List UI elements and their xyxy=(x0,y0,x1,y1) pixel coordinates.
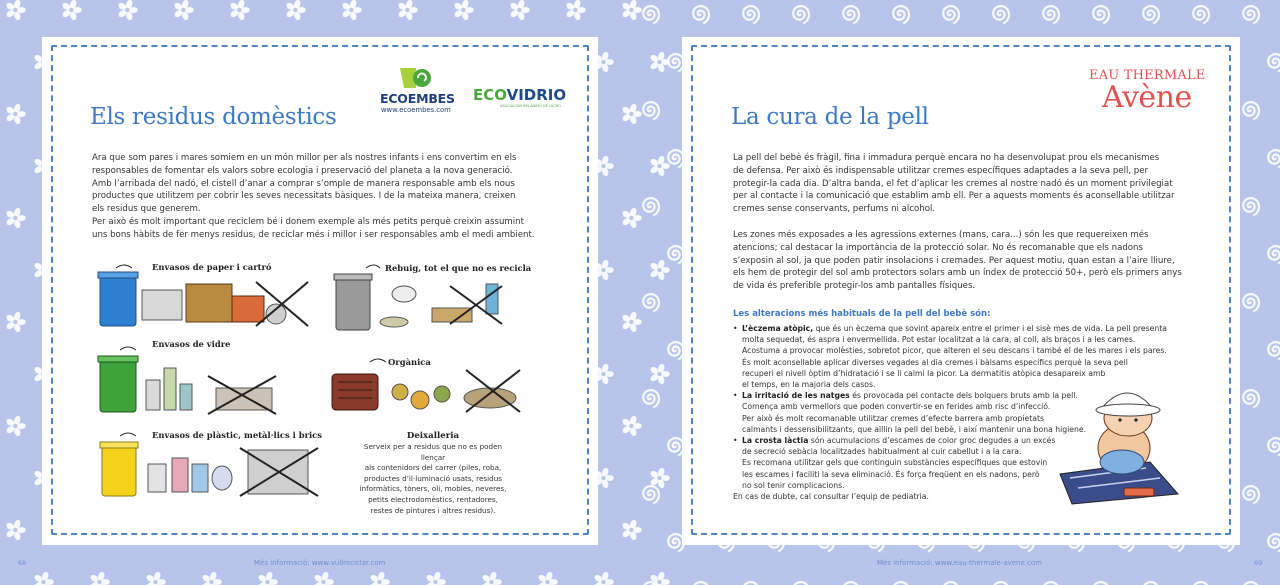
deixalleria-line: petits electrodomèstics, rentadores, xyxy=(368,494,498,504)
alteration-line: calmants i dessensibilitzants, que aïllin la pell del bebè, i així mantenir una bona higiene. xyxy=(742,424,1087,434)
flower-decoration-icon xyxy=(565,0,586,21)
para2-line: els hem de protegir del sol amb protectors solars amb un índex de protecció 50+, però els primers anys xyxy=(733,268,1182,279)
deixalleria-line: als contenidors del carrer (piles, roba, xyxy=(364,463,502,473)
spiral-decoration-icon xyxy=(1268,342,1280,360)
spiral-decoration-icon xyxy=(643,390,659,408)
glass-bin-label: Envasos de vidre xyxy=(152,339,231,349)
spiral-decoration-icon xyxy=(993,6,1009,24)
flower-decoration-icon xyxy=(5,311,26,333)
spiral-decoration-icon xyxy=(1093,6,1109,24)
left-page-title: Els residus domèstics xyxy=(90,104,337,130)
intro-line: Per això és molt important que reciclem bé i donem exemple als més petits perquè creixin assumint xyxy=(92,216,524,227)
para2-line: atencions; cal destacar la importància de la protecció solar. No és recomanable que els nadons xyxy=(733,242,1143,253)
flower-decoration-icon xyxy=(649,51,670,73)
ecoembes-logo-url: www.ecoembes.com xyxy=(381,106,451,114)
flower-decoration-icon xyxy=(649,155,670,177)
plastic-bin-label: Envasos de plàstic, metàl·lics i brics xyxy=(152,430,322,440)
spiral-decoration-icon xyxy=(1268,150,1280,168)
flower-decoration-icon xyxy=(649,259,670,281)
spiral-decoration-icon xyxy=(643,102,659,120)
para2-line: de vida és preferible protegir-los amb pantalles físiques. xyxy=(733,281,976,292)
spiral-decoration-icon xyxy=(1143,6,1159,24)
alteration-line: és provocada pel contacte dels bolquers bruts amb la pell. xyxy=(849,391,1078,401)
alteration-line: són acumulacions d’escames de color groc degudes a un excés xyxy=(808,436,1056,446)
flower-decoration-icon xyxy=(621,0,642,21)
spiral-decoration-icon xyxy=(1243,198,1259,216)
spiral-decoration-icon xyxy=(643,486,659,504)
rebuig-bin-illustration xyxy=(332,264,530,336)
organic-bin-label: Orgànica xyxy=(388,357,431,367)
rebuig-bin-label: Rebuig, tot el que no es recicla xyxy=(385,263,532,273)
spiral-decoration-icon xyxy=(1243,6,1259,24)
paper-bin-label: Envasos de paper i cartró xyxy=(152,262,272,272)
deixalleria-line: productes d’il·luminació usats, residus xyxy=(363,473,503,483)
closing-text: En cas de dubte, cal consultar l’equip de pediatria. xyxy=(733,492,929,502)
flower-decoration-icon xyxy=(89,571,110,585)
alteration-line: les escames i faciliti la seva eliminació. És força freqüent en els nadons, però xyxy=(742,469,1040,479)
flower-decoration-icon xyxy=(61,0,82,21)
right-page-number: 69 xyxy=(1254,559,1263,567)
flower-decoration-icon xyxy=(593,571,614,585)
alteration-line: que és un èczema que sovint apareix entre el primer i el sisè mes de vida. La pell presenta xyxy=(813,324,1167,333)
flower-decoration-icon xyxy=(201,571,222,585)
intro-line: Amb l’arribada del nadó, el cistell d’anar a comprar s’omple de manera responsable amb els nous xyxy=(92,178,515,189)
right-page-title: La cura de la pell xyxy=(731,104,929,130)
flower-decoration-icon xyxy=(5,519,26,541)
spiral-decoration-icon xyxy=(1043,6,1059,24)
flower-decoration-icon xyxy=(33,571,54,585)
alteration-term: La crosta làctia xyxy=(742,436,809,446)
spiral-decoration-icon xyxy=(893,6,909,24)
para2-line: s’exposin al sol, ja que poden patir insolacions i cremades. Per aquest motiu, quan estan a l’aire lliure, xyxy=(733,255,1175,266)
left-footer-link[interactable]: Més informació: www.vullreciclar.com xyxy=(254,559,386,567)
spiral-decoration-icon xyxy=(1268,246,1280,264)
flower-decoration-icon xyxy=(5,207,26,229)
spiral-decoration-icon xyxy=(1268,54,1280,72)
flower-decoration-icon xyxy=(285,0,306,21)
left-intro-text xyxy=(92,152,562,242)
flower-decoration-icon xyxy=(621,519,642,541)
flower-decoration-icon xyxy=(425,571,446,585)
alteration-line: Es recomana utilitzar gels que continguin substàncies específiques que estovin xyxy=(742,458,1048,468)
para1-line: de defensa. Per això és indispensable utilitzar cremes específiques adaptades a la seva pell, per xyxy=(733,165,1149,176)
ecovidrio-logo-rest: VIDRIO xyxy=(506,86,567,104)
spiral-decoration-icon xyxy=(1243,294,1259,312)
spiral-decoration-icon xyxy=(793,6,809,24)
right-footer-link[interactable]: Més informació: www.eau-thermale-avene.com xyxy=(877,559,1042,567)
intro-line: uns bons hàbits de fer menys residus, de reciclar més i millor i ser responsables amb el medi ambient. xyxy=(92,229,535,240)
para1-line: cremes sense conservants, perfums ni alcohol. xyxy=(733,204,936,215)
flower-decoration-icon xyxy=(481,571,502,585)
deixalleria-text xyxy=(352,442,514,516)
spiral-decoration-icon xyxy=(843,6,859,24)
spiral-decoration-icon xyxy=(643,198,659,216)
spiral-decoration-icon xyxy=(1268,438,1280,456)
flower-decoration-icon xyxy=(5,415,26,437)
alteration-line: Per això és molt recomanable utilitzar cremes d’efecte barrera amb propietats xyxy=(742,413,1045,423)
spiral-decoration-icon xyxy=(643,294,659,312)
spiral-decoration-icon xyxy=(1243,102,1259,120)
para1-line: per al contacte i la comunicació que establim amb ell. Per a aquests moments és aconsellable utilitzar xyxy=(733,191,1175,202)
alteration-line: Comença amb vermellors que poden convertir-se en ferides amb risc d’infecció. xyxy=(742,402,1051,412)
flower-decoration-icon xyxy=(173,0,194,21)
spiral-decoration-icon xyxy=(1268,534,1280,552)
intro-line: els residus que generem. xyxy=(92,204,201,215)
para1-line: La pell del bebè és fràgil, fina i immadura perquè encara no ha desenvolupat prou els mecanismes xyxy=(733,153,1160,163)
ecovidrio-logo-eco: ECO xyxy=(473,86,507,104)
spiral-decoration-icon xyxy=(1243,486,1259,504)
flower-decoration-icon xyxy=(649,363,670,385)
spiral-decoration-icon xyxy=(643,6,659,24)
avene-logo-bottom: Avène xyxy=(1102,80,1192,115)
ecoembes-logo-icon xyxy=(396,64,438,92)
right-para-2 xyxy=(733,229,1203,293)
ecovidrio-logo-subtitle: ASOCIACIÓN SIN ÁNIMO DE LUCRO xyxy=(500,104,562,108)
spiral-decoration-icon xyxy=(943,6,959,24)
plastic-bin-illustration xyxy=(98,434,328,500)
alteration-line: Acostuma a provocar molèsties, sobretot picor, que alteren el seu descans i també el de les mares i els pares. xyxy=(742,346,1167,356)
alteration-line: de secreció sebàcia localitzades habitualment al cuir cabellut i a la cara. xyxy=(742,447,1022,457)
alteration-line: no sol tenir complicacions. xyxy=(742,480,845,490)
alteration-term: L’èczema atòpic, xyxy=(742,324,814,333)
baby-illustration xyxy=(1050,376,1182,506)
spiral-decoration-icon xyxy=(743,6,759,24)
flower-decoration-icon xyxy=(509,0,530,21)
flower-decoration-icon xyxy=(621,415,642,437)
left-page-number: 68 xyxy=(18,559,27,567)
intro-line: Ara que som pares i mares somiem en un món millor per als nostres infants i ens convertim en els xyxy=(92,153,517,163)
flower-decoration-icon xyxy=(117,0,138,21)
flower-decoration-icon xyxy=(621,103,642,125)
spiral-decoration-icon xyxy=(1193,6,1209,24)
flower-decoration-icon xyxy=(313,571,334,585)
deixalleria-title: Deixalleria xyxy=(406,431,460,441)
flower-decoration-icon xyxy=(341,0,362,21)
flower-decoration-icon xyxy=(621,207,642,229)
intro-line: responsables de fomentar els valors sobre ecologia i preservació del planeta a la nova generació. xyxy=(92,165,513,176)
flower-decoration-icon xyxy=(5,103,26,125)
right-para-1 xyxy=(733,152,1203,216)
flower-decoration-icon xyxy=(397,0,418,21)
spiral-decoration-icon xyxy=(1243,390,1259,408)
flower-decoration-icon xyxy=(229,0,250,21)
flower-decoration-icon xyxy=(5,0,26,21)
flower-decoration-icon xyxy=(145,571,166,585)
avene-logo-top: EAU THERMALE xyxy=(1089,68,1206,83)
ecovidrio-logo xyxy=(473,86,566,104)
flower-decoration-icon xyxy=(369,571,390,585)
flower-decoration-icon xyxy=(257,571,278,585)
alteration-line: És molt aconsellable aplicar diverses vegades al dia cremes i bàlsams específics perquè la seva pell xyxy=(742,357,1128,367)
para1-line: protegir-la cada dia. D’altra banda, el fet d’aplicar les cremes al nostre nadó és un moment privilegiat xyxy=(733,178,1173,189)
intro-line: productes que utilitzem per cobrir les seves necessitats bàsiques. I de la mateixa manera, creixen xyxy=(92,191,516,202)
flower-decoration-icon xyxy=(621,311,642,333)
alteration-line: el temps, en la majoria dels casos. xyxy=(742,380,876,390)
glass-bin-illustration xyxy=(96,348,296,418)
flower-decoration-icon xyxy=(537,571,558,585)
alterations-heading: Les alteracions més habituals de la pell del bebè són: xyxy=(733,309,991,319)
paper-bin-illustration xyxy=(96,262,318,330)
para2-line: Les zones més exposades a les agressions externes (mans, cara...) són les que requereixen més xyxy=(733,230,1149,240)
deixalleria-line: Serveix per a residus que no es poden llençar xyxy=(363,442,503,462)
alteration-line: recuperi el nivell òptim d’hidratació i se li calmi la picor. La dermatitis atòpica desapareix amb xyxy=(742,368,1106,378)
alteration-term: La irritació de les natges xyxy=(742,391,850,401)
flower-decoration-icon xyxy=(453,0,474,21)
alteration-line: molta sequedat, és aspra i envermellida. Pot estar localitzat a la cara, al coll, als braços i a les cames. xyxy=(742,335,1136,345)
ecoembes-logo-name: ECOEMBES xyxy=(380,91,455,106)
deixalleria-line: informàtics, tòners, oli, mobles, neveres, xyxy=(359,484,507,494)
spiral-decoration-icon xyxy=(693,6,709,24)
organic-bin-illustration xyxy=(330,360,530,420)
deixalleria-line: restes de pintures i altres residus). xyxy=(370,505,496,515)
